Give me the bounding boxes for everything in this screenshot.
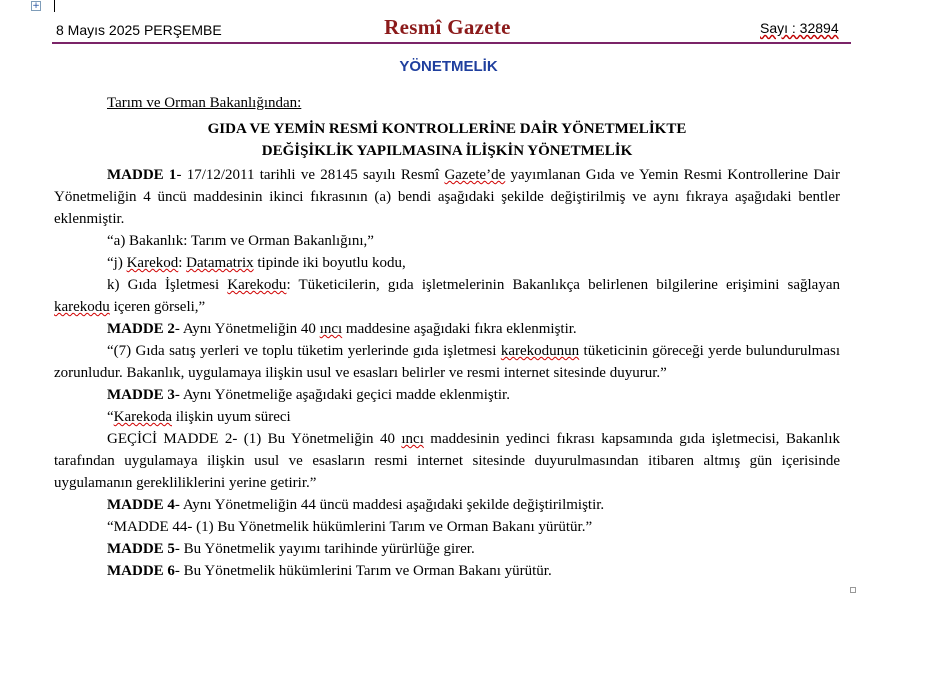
- article-label: MADDE 2: [107, 321, 175, 337]
- spellcheck-word: Gazete’de: [444, 167, 506, 183]
- spellcheck-word: karekodunun: [500, 343, 580, 359]
- article-label: MADDE 6: [107, 563, 175, 579]
- issuing-ministry: Tarım ve Orman Bakanlığından:: [107, 95, 302, 111]
- gazette-title: Resmî Gazete: [384, 15, 511, 39]
- article-label: MADDE 4: [107, 497, 175, 513]
- quote-7: “(7) Gıda satış yerleri ve toplu tüketim yerlerinde gıda işletmesi karekodunun tüketicinin göreceği yerde bulundurulması zorunludur. Bakanlık, uygulamaya ilişkin usul ve esasları belirler ve resmi internet sitesinde duyurur.”: [54, 343, 840, 381]
- quote-j: “j) Karekod: Datamatrix tipinde iki boyutlu kodu,: [107, 255, 406, 271]
- header-date: 8 Mayıs 2025 PERŞEMBE: [56, 22, 222, 38]
- article-4: MADDE 4- Aynı Yönetmeliğin 44 üncü maddesi aşağıdaki şekilde değiştirilmiştir.: [107, 497, 605, 513]
- article-label: MADDE 3: [107, 387, 175, 403]
- spellcheck-word: Datamatrix: [186, 255, 254, 271]
- regulation-title-line-1: GIDA VE YEMİN RESMİ KONTROLLERİNE DAİR YÖNETMELİKTE: [207, 121, 687, 137]
- spellcheck-word: karekodu: [54, 299, 110, 315]
- article-2: MADDE 2- Aynı Yönetmeliğin 40 ıncı maddesine aşağıdaki fıkra eklenmiştir.: [107, 321, 577, 337]
- document-body: [54, 92, 840, 582]
- spellcheck-word: Karekod: [126, 255, 179, 271]
- article-label: MADDE 1: [107, 167, 177, 183]
- section-heading: YÖNETMELİK: [399, 58, 498, 75]
- article-1: MADDE 1- 17/12/2011 tarihli ve 28145 sayılı Resmî Gazete’de yayımlanan Gıda ve Yemin Resmi Kontrollerine Dair Yönetmeliğin 4 üncü maddesinin ikinci fıkrasının (a) bendi aşağıdaki şekilde değiştirilmiş ve aynı fıkraya aşağıdaki bentler eklenmiştir.: [54, 167, 840, 227]
- article-5: MADDE 5- Bu Yönetmelik yayımı tarihinde yürürlüğe girer.: [107, 541, 475, 557]
- end-of-cell-marker: [850, 587, 856, 593]
- spellcheck-word: ıncı: [319, 321, 343, 337]
- quote-article-44: “MADDE 44- (1) Bu Yönetmelik hükümlerini Tarım ve Orman Bakanı yürütür.”: [107, 519, 593, 535]
- article-label: MADDE 5: [107, 541, 175, 557]
- issue-number: Sayı : 32894: [760, 20, 839, 36]
- regulation-title: [54, 118, 840, 162]
- quote-karekod-heading: “Karekoda ilişkin uyum süreci: [107, 409, 291, 425]
- spellcheck-word: Karekodu: [227, 277, 287, 293]
- header-divider: [52, 42, 851, 44]
- text-cursor: [54, 0, 55, 12]
- spellcheck-word: ıncı: [401, 431, 424, 447]
- spellcheck-word: Karekoda: [113, 409, 172, 425]
- regulation-title-line-2: DEĞİŞİKLİK YAPILMASINA İLİŞKİN YÖNETMELİK: [261, 143, 633, 159]
- table-move-handle-icon[interactable]: +: [32, 1, 40, 11]
- article-3: MADDE 3- Aynı Yönetmeliğe aşağıdaki geçici madde eklenmiştir.: [107, 387, 510, 403]
- article-6: MADDE 6- Bu Yönetmelik hükümlerini Tarım ve Orman Bakanı yürütür.: [107, 563, 552, 579]
- quote-k: k) Gıda İşletmesi Karekodu: Tüketicilerin, gıda işletmelerinin Bakanlıkça belirlenen bilgilerine erişimini sağlayan karekodu içeren görseli,”: [54, 277, 840, 315]
- temporary-article-2: GEÇİCİ MADDE 2- (1) Bu Yönetmeliğin 40 ıncı maddesinin yedinci fıkrası kapsamında gıda işletmecisi, Bakanlık tarafından uygulamaya ilişkin usul ve esasların resmi internet sitesinde duyurulmasından itibaren altmış gün içerisinde uygulamanın gerekliliklerini yerine getirir.”: [54, 431, 840, 491]
- quote-a: “a) Bakanlık: Tarım ve Orman Bakanlığını,”: [107, 233, 374, 249]
